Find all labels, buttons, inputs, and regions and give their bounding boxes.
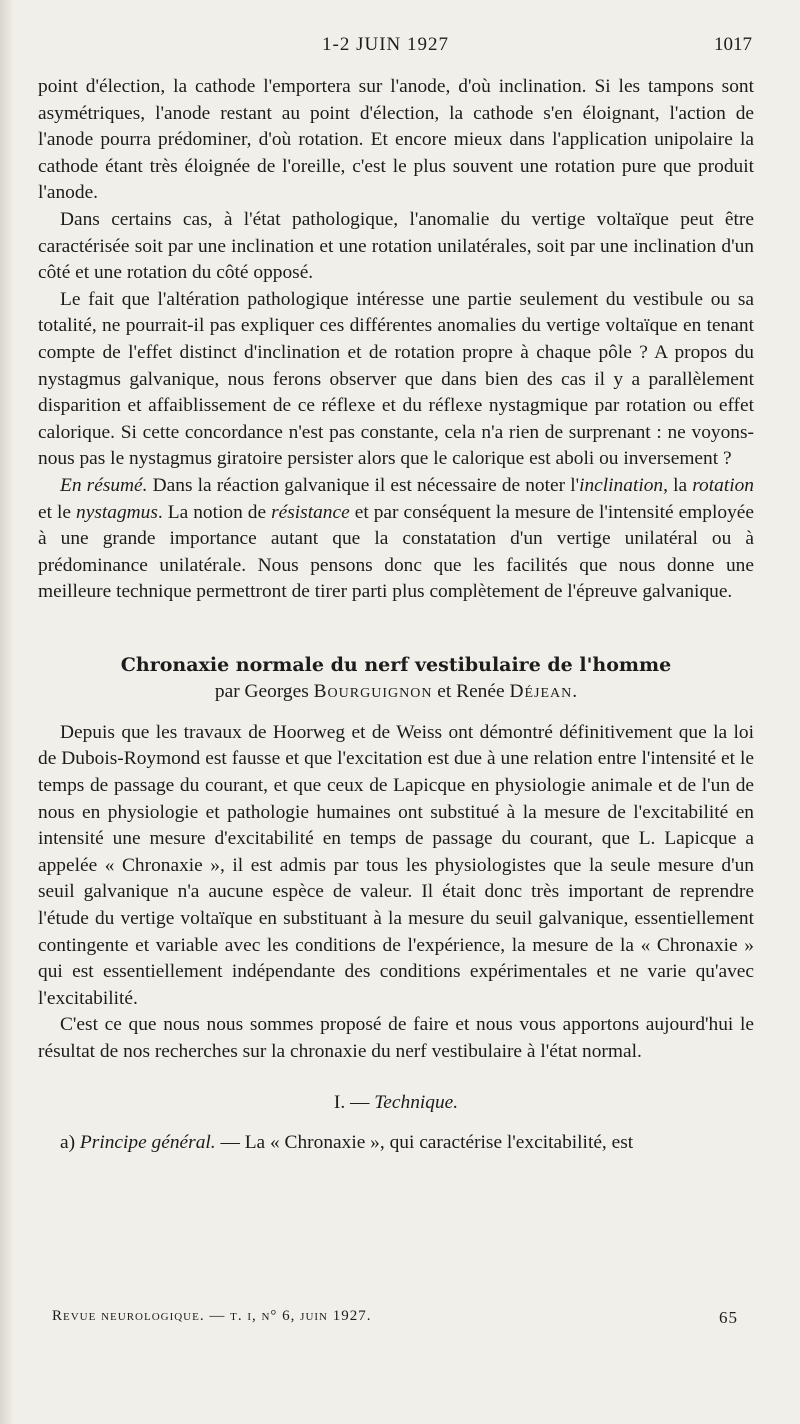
subsection-label: a) (60, 1132, 80, 1154)
resume-text: , la (663, 474, 693, 496)
paragraph: C'est ce que nous nous sommes proposé de faire et nous vous apportons aujourd'hui le résultat de nos recherches sur la chronaxie du nerf vestibulaire à l'état normal. (38, 1014, 754, 1062)
subsection-title: Principe général. (79, 1132, 216, 1154)
term-resistance: résistance (271, 501, 350, 523)
paragraph: Depuis que les travaux de Hoorweg et de Weiss ont démontré définitivement que la loi de Dubois-Roymond est fausse et que l'excitation est due à une relation entre l'intensité et le temps de passage du courant, et que ceux de Lapicque en physiologie animale et de l'un de nous en physiologie et pathologie humaines ont substitué à la mesure de l'excitabilité en intensité une mesure d'excitabilité en temps de passage du courant, que L. Lapicque a appelée « Chronaxie », il est admis par tous les physiologistes que la seule mesure d'un seuil galvanique n'a aucune espèce de valeur. Il était donc très important de reprendre l'étude du vertige voltaïque en substituant à la mesure du seuil galvanique, essentiellement contingente et variable avec les conditions de l'expérience, la mesure de la « Chronaxie » qui est essentiellement indépendante des conditions expérimentales et ne varie qu'avec l'excitabilité. (38, 721, 754, 1009)
subsection-paragraph (38, 1130, 754, 1157)
article-heading (38, 652, 754, 706)
resume-paragraph (38, 473, 754, 606)
page-footer (52, 1308, 738, 1332)
subsection-text: — La « Chronaxie », qui caractérise l'excitabilité, est (215, 1132, 634, 1154)
running-header (0, 34, 800, 60)
article-title: Chronaxie normale du nerf vestibulaire de l'homme (120, 653, 672, 676)
resume-text: . La notion de (157, 501, 272, 523)
authors-suffix: . (572, 680, 578, 702)
term-inclination: inclination (579, 474, 664, 496)
header-page-number: 1017 (714, 34, 752, 55)
authors-mid: et Renée (432, 680, 510, 702)
page-body (38, 74, 754, 1157)
resume-text: Dans la réaction galvanique il est nécessaire de noter l' (147, 474, 580, 496)
paragraph: Le fait que l'altération pathologique intéresse une partie seulement du vestibule ou sa totalité, ne pourrait-il pas expliquer ces différentes anomalies du vertige voltaïque en tenant compte de l'effet distinct d'inclination et de rotation propre à chaque pôle ? A propos du nystagmus galvanique, nous ferons observer que dans bien des cas il y a parallèlement disparition et affaiblissement de ce réflexe et du réflexe nystagmique par rotation ou effet calorique. Si cette concordance n'est pas constante, cela n'a rien de surprenant : ne voyons-nous pas le nystagmus giratoire persister alors que le calorique est aboli ou inversement ? (38, 288, 754, 470)
header-date: 1-2 JUIN 1927 (322, 34, 449, 55)
section-heading (38, 1090, 754, 1117)
page-edge-shadow (0, 0, 14, 1424)
author2-surname: Déjean (509, 680, 573, 702)
term-nystagmus: nystagmus (76, 501, 158, 523)
resume-text: et par conséquent la mesure de l'intensité employée à une grande importance autant que la constatation d'un vertige unilatéral ou à prédominance unilatérale. Nous pensons donc que les facilités que nous donne une meilleure technique permettront de tirer parti plus complètement de l'épreuve galvanique. (38, 501, 754, 603)
resume-text: et le (38, 501, 77, 523)
resume-lead: En résumé. (60, 474, 148, 496)
footer-journal: Revue neurologique. — t. i, n° 6, juin 1927. (52, 1308, 372, 1324)
authors-prefix: par Georges (214, 680, 314, 702)
article-authors (38, 678, 754, 706)
author1-surname: Bourguignon (313, 680, 433, 702)
section-title: Technique. (374, 1091, 459, 1113)
footer-folio: 65 (719, 1308, 738, 1327)
paragraph-continuation: point d'élection, la cathode l'emportera sur l'anode, d'où inclination. Si les tampons sont asymétriques, l'anode restant au point d'élection, la cathode s'en éloignant, l'action de l'anode pourra prédominer, d'où rotation. Et encore mieux dans l'application unipolaire la cathode étant très éloignée de l'oreille, c'est le plus souvent une rotation pure que produit l'anode. (38, 76, 754, 204)
paragraph: Dans certains cas, à l'état pathologique, l'anomalie du vertige voltaïque peut être caractérisée soit par une inclination et une rotation unilatérales, soit par une inclination d'un côté et une rotation du côté opposé. (38, 208, 754, 284)
term-rotation: rotation (692, 474, 754, 496)
section-number: I. — (333, 1091, 375, 1113)
